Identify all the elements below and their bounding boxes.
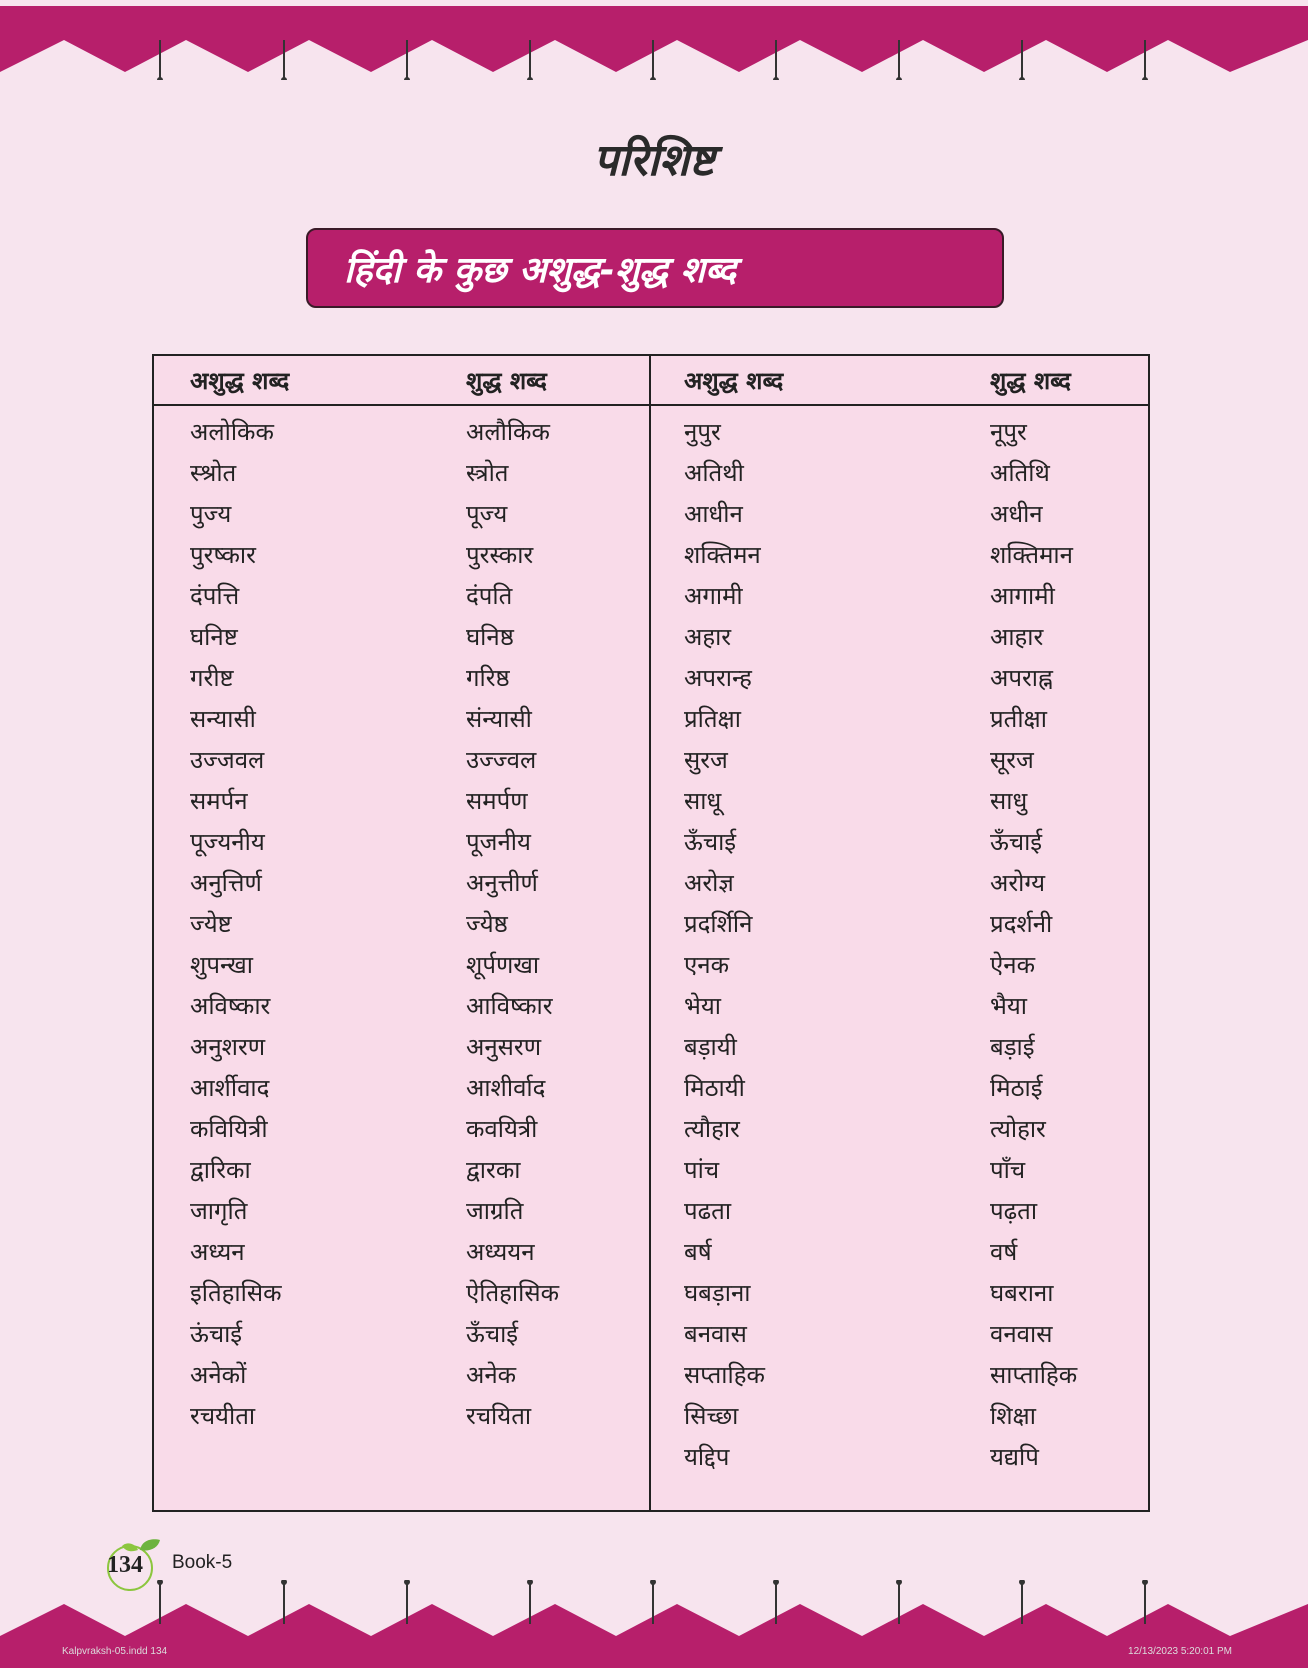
word-item: समर्पन	[190, 787, 248, 815]
word-item: रचयीता	[190, 1402, 256, 1430]
word-item: पूज्य	[466, 500, 508, 528]
print-slug-file: Kalpvraksh-05.indd 134	[62, 1646, 168, 1657]
word-item: उज्ज्वल	[466, 746, 537, 774]
header-right-correct: शुद्ध शब्द	[990, 366, 1071, 395]
word-item: अपरान्ह	[684, 664, 752, 692]
word-item: पूज्यनीय	[190, 828, 265, 856]
word-item: ऐतिहासिक	[466, 1279, 559, 1307]
word-item: बड़ाई	[990, 1033, 1035, 1061]
table-header-divider	[154, 404, 1148, 406]
word-item: भैया	[990, 992, 1028, 1020]
word-item: उज्जवल	[190, 746, 265, 774]
word-item: अगामी	[684, 582, 743, 610]
word-item: अधीन	[990, 500, 1043, 528]
word-item: त्यौहार	[684, 1115, 740, 1143]
right-correct-list	[990, 412, 1077, 1478]
left-incorrect-list	[190, 412, 282, 1437]
word-item: घबराना	[990, 1279, 1054, 1307]
word-item: अनुशरण	[190, 1033, 266, 1061]
word-item: अतिथी	[684, 459, 744, 487]
word-item: प्रदर्शिनि	[684, 910, 753, 938]
header-right-incorrect: अशुद्ध शब्द	[684, 366, 784, 395]
word-item: पांच	[684, 1156, 720, 1184]
word-item: संन्यासी	[466, 705, 532, 733]
word-item: शक्तिमान	[990, 541, 1073, 569]
word-item: शक्तिमन	[684, 541, 761, 569]
word-item: अनुत्तिर्ण	[190, 869, 262, 897]
word-item: कवयित्री	[466, 1115, 538, 1143]
header-left-correct: शुद्ध शब्द	[466, 366, 547, 395]
word-item: समर्पण	[466, 787, 528, 815]
word-item: ऊंचाई	[190, 1320, 243, 1348]
word-item: इतिहासिक	[190, 1279, 282, 1307]
word-item: भेया	[684, 992, 722, 1020]
word-item: अनुसरण	[466, 1033, 542, 1061]
word-item: मिठाई	[990, 1074, 1043, 1102]
word-item: अनुत्तीर्ण	[466, 869, 538, 897]
word-item: गरिष्ठ	[466, 664, 510, 692]
word-item: अध्ययन	[466, 1238, 535, 1266]
word-item: घबड़ाना	[684, 1279, 751, 1307]
header-left-incorrect: अशुद्ध शब्द	[190, 366, 290, 395]
word-item: प्रदर्शनी	[990, 910, 1053, 938]
word-item: स्त्रोत	[466, 459, 509, 487]
print-slug-timestamp: 12/13/2023 5:20:01 PM	[1128, 1646, 1232, 1657]
subtitle-text: हिंदी के कुछ अशुद्ध-शुद्ध शब्द	[344, 250, 737, 291]
word-item: जागृति	[190, 1197, 248, 1225]
word-item: सन्यासी	[190, 705, 256, 733]
word-item: अलौकिक	[466, 418, 550, 446]
word-item: द्वारका	[466, 1156, 521, 1184]
word-item: अरोज्ञ	[684, 869, 734, 897]
book-label: Book-5	[172, 1552, 233, 1573]
word-item: अनेकों	[190, 1361, 247, 1389]
word-item: शूर्पणखा	[466, 951, 540, 979]
word-item: ऊँचाई	[684, 828, 737, 856]
word-item: अहार	[684, 623, 732, 651]
word-item: पाँच	[990, 1156, 1026, 1184]
word-item: शुपन्खा	[190, 951, 253, 979]
word-item: सप्ताहिक	[684, 1361, 765, 1389]
word-item: अध्यन	[190, 1238, 245, 1266]
word-item: गरीष्ट	[190, 664, 234, 692]
word-item: स्श्रोत	[190, 459, 237, 487]
word-item: ऊँचाई	[466, 1320, 519, 1348]
word-item: सिच्छा	[684, 1402, 739, 1430]
subtitle-banner	[306, 228, 1004, 308]
word-item: यद्दिप	[684, 1443, 730, 1471]
word-item: पढता	[684, 1197, 732, 1225]
right-incorrect-list	[684, 412, 765, 1478]
word-item: घनिष्ठ	[466, 623, 514, 651]
word-item: आधीन	[684, 500, 743, 528]
word-item: शिक्षा	[990, 1402, 1036, 1430]
page-title: परिशिष्ट	[593, 135, 715, 186]
word-item: आविष्कार	[466, 992, 553, 1020]
word-item: त्योहार	[990, 1115, 1046, 1143]
word-item: नुपुर	[684, 418, 721, 446]
word-item: अलोकिक	[190, 418, 274, 446]
word-item: पुरस्कार	[466, 541, 534, 569]
word-item: पुरष्कार	[190, 541, 256, 569]
words-table	[152, 354, 1150, 1512]
word-item: एनक	[684, 951, 730, 979]
word-item: कवियित्री	[190, 1115, 268, 1143]
word-item: पढ़ता	[990, 1197, 1038, 1225]
word-item: आर्शीवाद	[190, 1074, 270, 1102]
word-item: अविष्कार	[190, 992, 271, 1020]
word-item: प्रतिक्षा	[684, 705, 741, 733]
word-item: आहार	[990, 623, 1044, 651]
word-item: यद्यपि	[990, 1443, 1039, 1471]
word-item: साधू	[684, 787, 722, 815]
word-item: साप्ताहिक	[990, 1361, 1078, 1389]
word-item: ऊँचाई	[990, 828, 1043, 856]
word-item: प्रतीक्षा	[990, 705, 1047, 733]
word-item: ज्येष्ठ	[466, 910, 508, 938]
word-item: पुज्य	[190, 500, 232, 528]
word-item: वनवास	[990, 1320, 1053, 1348]
bottom-decorative-band	[0, 1580, 1308, 1668]
word-item: अपराह्न	[990, 664, 1053, 692]
word-item: ज्येष्ट	[190, 910, 232, 938]
word-item: दंपत्ति	[190, 582, 240, 610]
word-item: साधु	[990, 787, 1028, 815]
word-item: अनेक	[466, 1361, 517, 1389]
word-item: सुरज	[684, 746, 728, 774]
word-item: जाग्रति	[466, 1197, 524, 1225]
word-item: द्वारिका	[190, 1156, 251, 1184]
word-item: अरोग्य	[990, 869, 1046, 897]
top-decorative-band	[0, 0, 1308, 80]
word-item: नूपुर	[990, 418, 1027, 446]
word-item: आशीर्वाद	[466, 1074, 546, 1102]
word-item: दंपति	[466, 582, 513, 610]
word-item: बर्ष	[684, 1238, 712, 1266]
word-item: अतिथि	[990, 459, 1050, 487]
word-item: बनवास	[684, 1320, 747, 1348]
left-correct-list	[466, 412, 559, 1437]
word-item: वर्ष	[990, 1238, 1018, 1266]
word-item: रचयिता	[466, 1402, 532, 1430]
word-item: मिठायी	[684, 1074, 745, 1102]
table-column-divider	[649, 356, 651, 1510]
word-item: आगामी	[990, 582, 1055, 610]
word-item: ऐनक	[990, 951, 1036, 979]
word-item: सूरज	[990, 746, 1034, 774]
page-number: 134	[107, 1552, 143, 1578]
word-item: पूजनीय	[466, 828, 531, 856]
word-item: घनिष्ट	[190, 623, 238, 651]
word-item: बड़ायी	[684, 1033, 737, 1061]
